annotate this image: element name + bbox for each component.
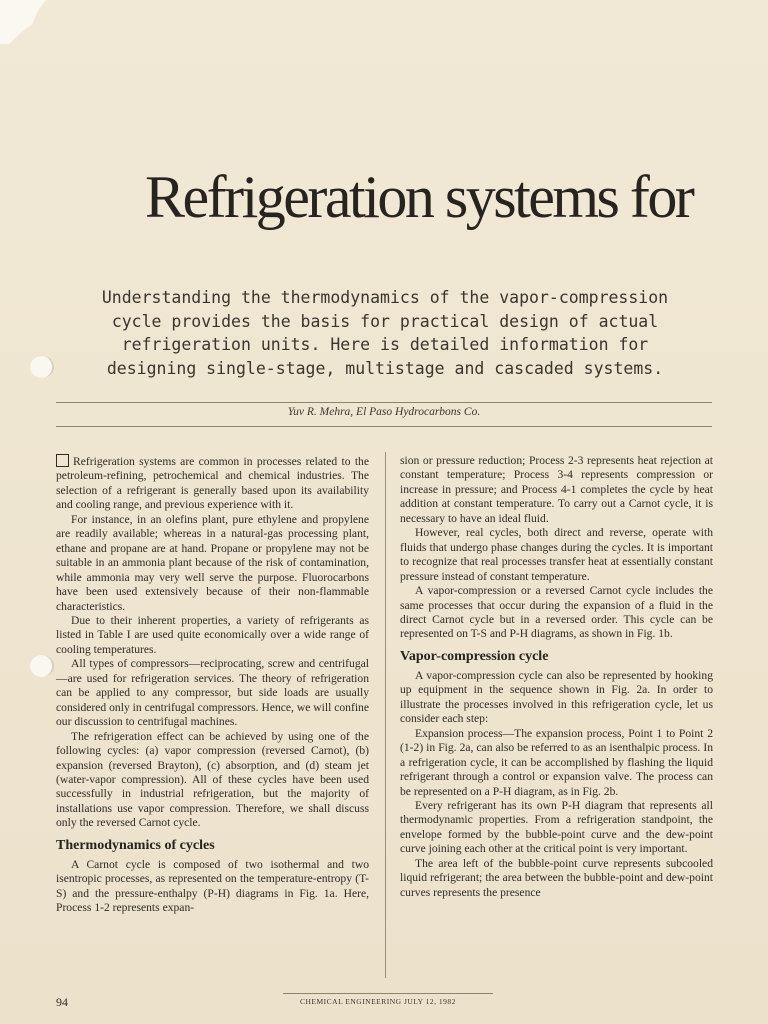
column-divider — [385, 452, 386, 978]
top-rule — [56, 402, 712, 403]
paragraph: The refrigeration effect can be achieved by using one of the following cycles: (a) vapor compression (reversed Carnot), (b) expansion (reversed Brayton), (c) absorption, and (d) steam jet (water-vapor compression). All of these cycles have been used successfully in industrial refrigeration, but the majority of installations use vapor compression. Therefore, we shall discuss only the reversed Carnot cycle. — [56, 729, 369, 830]
paragraph: A vapor-compression cycle can also be represented by hooking up equipment in the sequence shown in Fig. 2a. In order to illustrate the processes involved in this refrigeration cycle, let us consider each step: — [400, 668, 713, 726]
torn-corner — [0, 0, 46, 44]
paragraph: A Carnot cycle is composed of two isothermal and two isentropic processes, as represented on the temperature-entropy (T-S) and the pressure-enthalpy (P-H) diagrams in Fig. 1a. Here, Process 1-2 represents expan- — [56, 857, 369, 915]
paragraph: Every refrigerant has its own P-H diagram that represents all thermodynamic properties. From a refrigeration standpoint, the envelope formed by the bubble-point curve and the dew-point curve joining each other at the critical point is very important. — [400, 798, 713, 856]
footer-rule — [283, 993, 493, 994]
paragraph: A vapor-compression or a reversed Carnot cycle includes the same processes that occur during the expansion of a fluid in the direct Carnot cycle but in a reversed order. This cycle can be represented on T-S and P-H diagrams, as shown in Fig. 1b. — [400, 584, 713, 641]
paragraph: Refrigeration systems are common in processes related to the petroleum-refining, petrochemical and chemical industries. The selection of a refrigerant is generally based upon its availability and cooling range, and previous experience with it. — [56, 455, 369, 512]
paragraph: sion or pressure reduction; Process 2-3 represents heat rejection at constant temperature; Process 3-4 represents compression or increase in pressure; and Process 4-1 completes the cycle by heat addition at constant temperature. To carry out a Carnot cycle, it is necessary to have an ideal fluid. — [400, 454, 713, 525]
start-box-icon — [56, 454, 69, 467]
bottom-rule — [56, 426, 712, 427]
section-heading: Vapor-compression cycle — [400, 648, 549, 664]
paragraph: The area left of the bubble-point curve represents subcooled liquid refrigerant; the area between the bubble-point and dew-point curves represents the presence — [400, 856, 713, 899]
footer-text: CHEMICAL ENGINEERING JULY 12, 1982 — [300, 997, 456, 1006]
punch-hole — [30, 655, 54, 677]
article-deck: Understanding the thermodynamics of the vapor-compression cycle provides the basis for practical design of actual refrigeration units. Here is detailed information for designing single-stage, multistage and cascaded systems. — [101, 288, 669, 378]
left-column — [56, 454, 369, 916]
paragraph: Due to their inherent properties, a variety of refrigerants as listed in Table I are used quite economically over a wide range of cooling temperatures. — [56, 613, 369, 656]
paragraph: All types of compressors—reciprocating, screw and centrifugal—are used for refrigeration services. The theory of refrigeration can be applied to any compressor, but side loads are usually considered only in centrifugal compressors. Hence, we will confine our discussion to centrifugal machines. — [56, 657, 369, 729]
paragraph: However, real cycles, both direct and reverse, operate with fluids that undergo phase changes during the cycles. It is important to recognize that real processes transfer heat at essentially constant pressure instead of constant temperature. — [400, 526, 713, 583]
punch-hole — [30, 356, 54, 378]
paragraph: For instance, in an olefins plant, pure ethylene and propylene are readily available; whereas in a natural-gas processing plant, ethane and propane are at hand. Propane or propylene may not be suitable in an ammonia plant because of the risk of contamination, while ammonia may very well serve the purpose. Fluorocarbons have been used extensively because of their non-flammable characteristics. — [56, 512, 369, 613]
byline: Yuv R. Mehra, El Paso Hydrocarbons Co. — [287, 406, 481, 418]
right-column — [400, 454, 713, 900]
section-heading: Thermodynamics of cycles — [56, 837, 215, 853]
article-title: Refrigeration systems for — [145, 164, 693, 230]
paragraph: Expansion process—The expansion process, Point 1 to Point 2 (1-2) in Fig. 2a, can also be referred to as an isenthalpic process. In a refrigeration cycle, it can be accomplished by flashing the liquid refrigerant through a control or expansion valve. The process can be represented on a P-H diagram, as in Fig. 2b. — [400, 726, 713, 798]
page-number: 94 — [56, 995, 68, 1009]
